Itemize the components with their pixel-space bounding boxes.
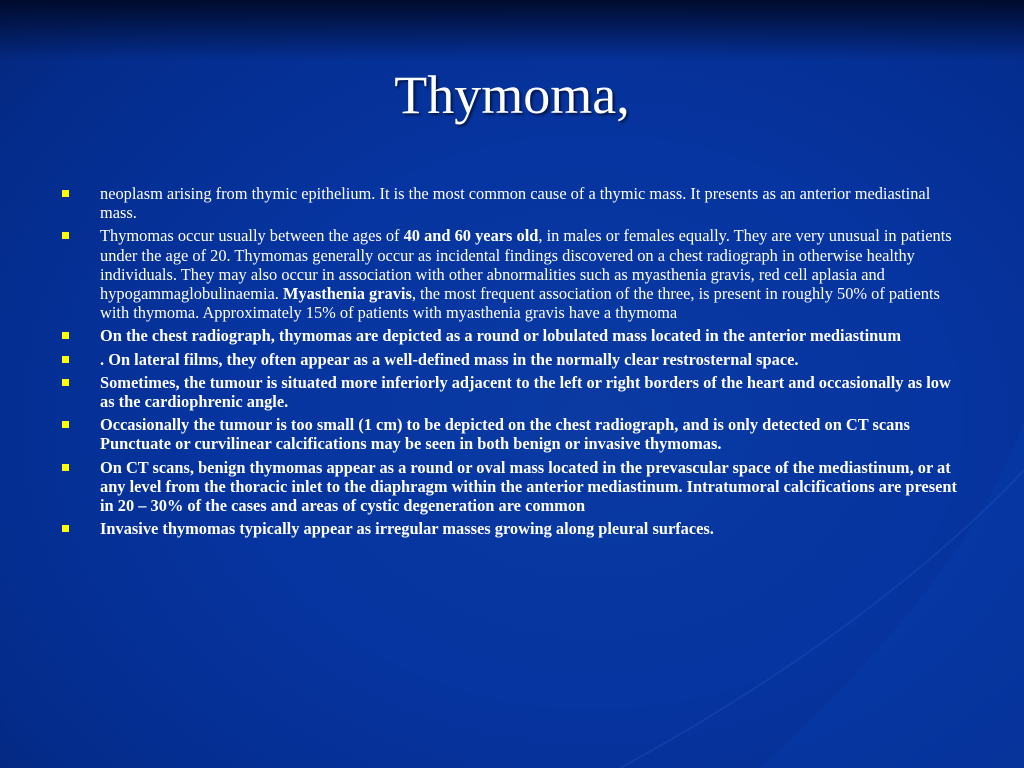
bullet-item — [62, 350, 967, 369]
bullet-list — [62, 184, 967, 542]
bullet-text: neoplasm arising from thymic epithelium. It is the most common cause of a thymic mass. It presents as an anterior mediastinal mass. — [100, 184, 931, 223]
square-bullet-icon — [62, 190, 69, 197]
bullet-text: Thymomas occur usually between the ages of 40 and 60 years old, in males or females equally. They are very unusual in patients under the age of 20. Thymomas generally occur as incidental findings discovered on a chest radiograph in otherwise healthy individuals. They may also occur in association with other abnormalities such as myasthenia gravis, red cell aplasia and hypogammaglobulinaemia. Myasthenia gravis, the most frequent association of the three, is present in roughly 50% of patients with thymoma. Approximately 15% of patients with myasthenia gravis have a thymoma — [100, 226, 952, 323]
bullet-text: . On lateral films, they often appear as a well-defined mass in the normally clear restrosternal space. — [100, 349, 799, 369]
square-bullet-icon — [62, 525, 69, 532]
bullet-text: Sometimes, the tumour is situated more inferiorly adjacent to the left or right borders of the heart and occasionally as low as the cardiophrenic angle. — [100, 372, 951, 412]
bullet-item — [62, 519, 967, 538]
square-bullet-icon — [62, 232, 69, 239]
bullet-item — [62, 458, 967, 516]
bullet-item — [62, 373, 967, 411]
bullet-text: Occasionally the tumour is too small (1 cm) to be depicted on the chest radiograph, and is only detected on CT scans Punctuate or curvilinear calcifications may be seen in both benign or invasive thymomas. — [100, 415, 910, 454]
square-bullet-icon — [62, 332, 69, 339]
square-bullet-icon — [62, 421, 69, 428]
square-bullet-icon — [62, 464, 69, 471]
bold-phrase: Myasthenia gravis — [283, 284, 412, 304]
bullet-text: On CT scans, benign thymomas appear as a round or oval mass located in the prevascular space of the mediastinum, or at any level from the thoracic inlet to the diaphragm within the anterior mediastinum. Intratumoral calcifications are present in 20 – 30% of the cases and areas of cystic degeneration are common — [100, 457, 957, 516]
bullet-item — [62, 184, 967, 222]
square-bullet-icon — [62, 356, 69, 363]
square-bullet-icon — [62, 379, 69, 386]
slide-title: Thymoma, — [394, 65, 630, 125]
bullet-item — [62, 415, 967, 453]
bullet-item — [62, 226, 967, 322]
bullet-text: On the chest radiograph, thymomas are depicted as a round or lobulated mass located in the anterior mediastinum — [100, 326, 902, 346]
bullet-text: Invasive thymomas typically appear as irregular masses growing along pleural surfaces. — [100, 519, 714, 539]
bullet-item — [62, 326, 967, 345]
bold-phrase: 40 and 60 years old — [403, 226, 539, 246]
